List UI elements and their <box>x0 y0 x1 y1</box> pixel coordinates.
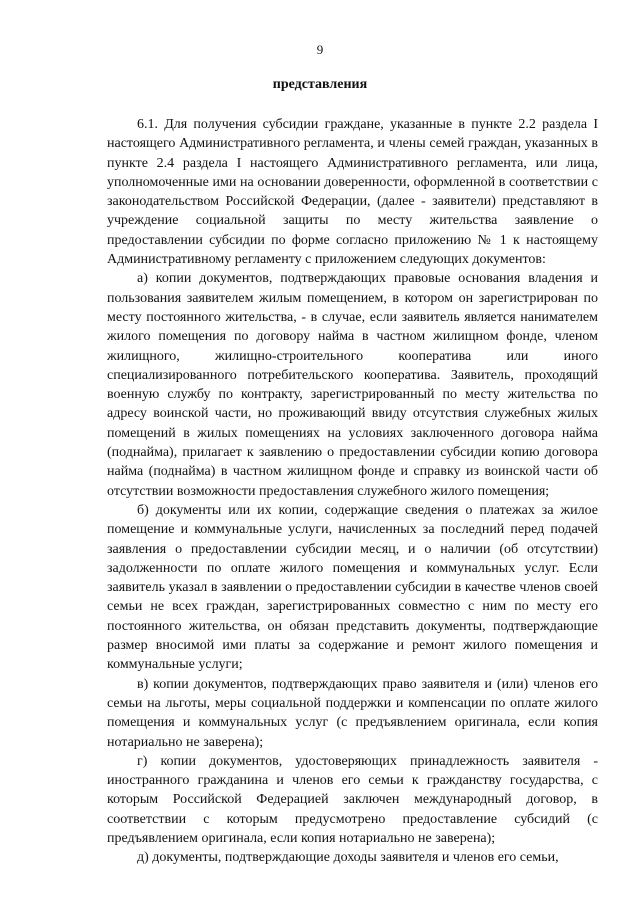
document-body <box>107 115 598 868</box>
paragraph-item-b: б) документы или их копии, содержащие сведения о платежах за жилое помещение и коммунальные услуги, начисленных за последний перед подачей заявления о предоставлении субсидии месяц, и о наличии (об отсутствии) задолженности по оплате жилого помещения и коммунальных услуг. Если заявитель указал в заявлении о предоставлении субсидии в качестве членов своей семьи не всех граждан, зарегистрированных совместно с ним по месту его постоянного жительства, он обязан представить документы, подтверждающие размер вносимой ими платы за содержание и ремонт жилого помещения и коммунальные услуги; <box>107 502 598 673</box>
paragraph-item-a: а) копии документов, подтверждающих правовые основания владения и пользования заявителем жилым помещением, в котором он зарегистрирован по месту постоянного жительства, - в случае, если заявитель является нанимателем жилого помещения по договору найма в частном жилищном фонде, членом жилищного, жилищно-строительного кооператива или иного специализированного потребительского кооператива. Заявитель, проходящий военную службу по контракту, зарегистрированный по месту жительства по адресу воинской части, но проживающий ввиду отсутствия служебных жилых помещений в жилых помещениях на условиях заключенного договора найма (поднайма), прилагает к заявлению о предоставлении субсидии копию договора найма (поднайма) в частном жилищном фонде и справку из воинской части об отсутствии возможности предоставления служебного жилого помещения; <box>107 271 598 499</box>
paragraph-item-d: д) документы, подтверждающие доходы заявителя и членов его семьи, <box>137 850 559 866</box>
page-number: 9 <box>316 42 324 57</box>
section-heading: представления <box>272 77 368 92</box>
paragraph-6-1: 6.1. Для получения субсидии граждане, указанные в пункте 2.2 раздела I настоящего Административного регламента, и члены семей граждан, указанных в пункте 2.4 раздела I настоящего Административного регламента, или лица, уполномоченные ими на основании доверенности, оформленной в соответствии с законодательством Российской Федерации, (далее - заявители) представляют в учреждение социальной защиты по месту жительства заявление о предоставлении субсидии по форме согласно приложению № 1 к настоящему Административному регламенту с приложением следующих документов: <box>107 117 598 268</box>
paragraph-item-g: г) копии документов, удостоверяющих принадлежность заявителя - иностранного гражданина и членов его семьи к гражданству государства, с которым Российской Федерацией заключен международный договор, в соответствии с которым предусмотрено предоставление субсидий (с предъявлением оригинала, если копия нотариально не заверена); <box>107 753 598 846</box>
paragraph-item-v: в) копии документов, подтверждающих право заявителя и (или) членов его семьи на льготы, меры социальной поддержки и компенсации по оплате жилого помещения и коммунальных услуг (с предъявлением оригинала, если копия нотариально не заверена); <box>107 676 598 750</box>
